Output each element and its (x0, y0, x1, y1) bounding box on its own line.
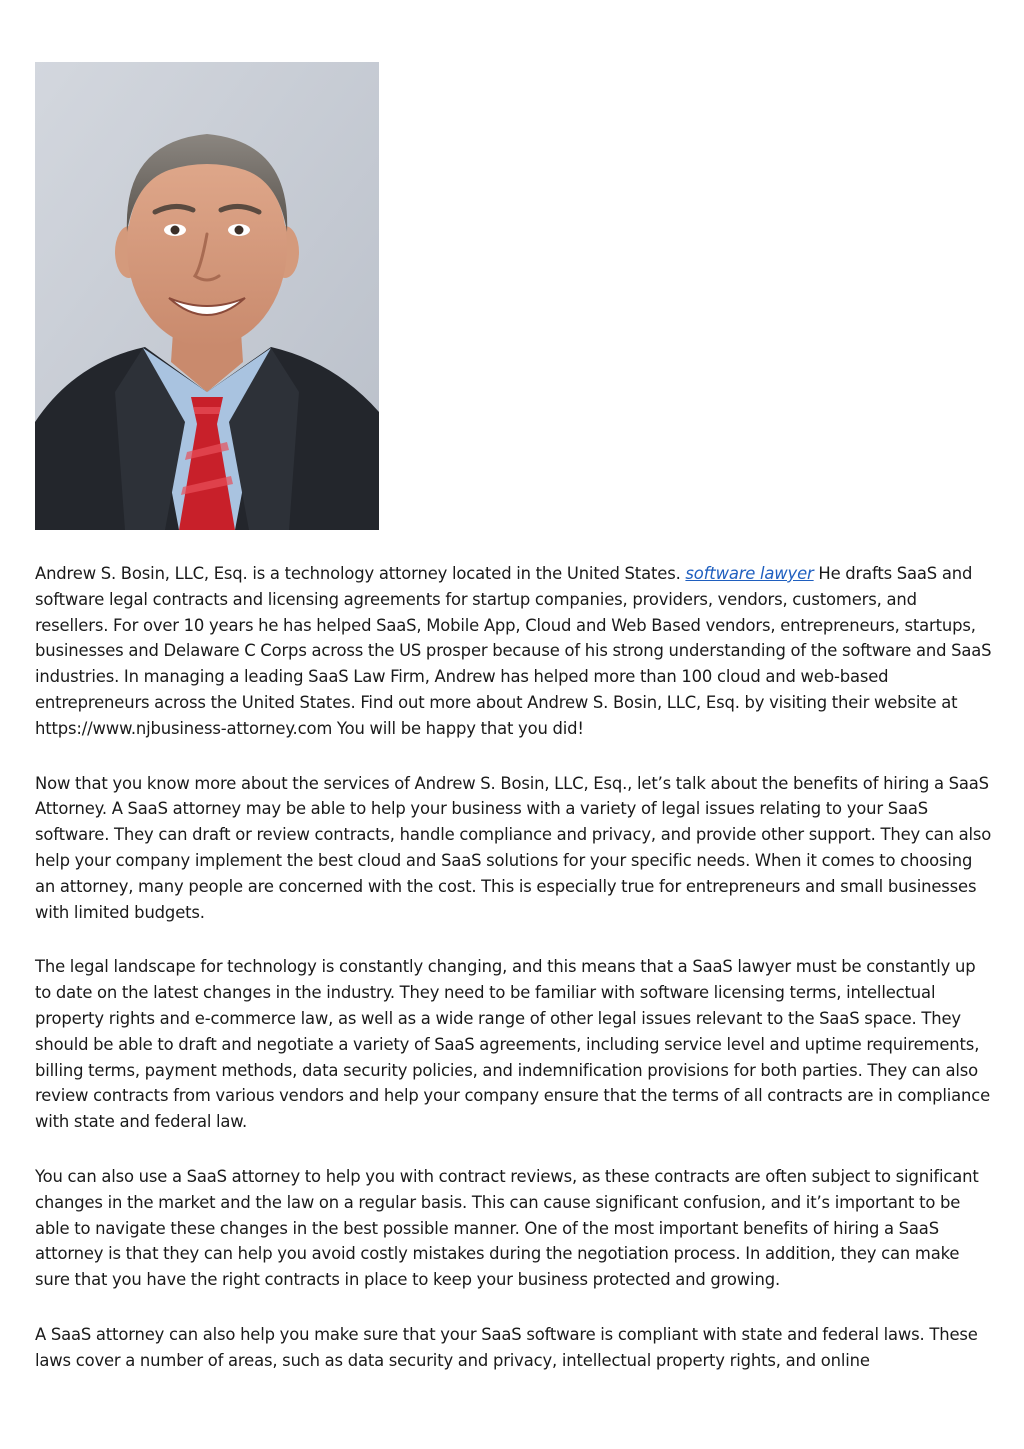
paragraph-compliance: A SaaS attorney can also help you make sure that your SaaS software is compliant with state and federal laws. These laws cover a number of areas, such as data security and privacy, intellectual property rights, and online (35, 1324, 978, 1370)
paragraph-legal-landscape: The legal landscape for technology is constantly changing, and this means that a SaaS lawyer must be constantly up to date on the latest changes in the industry. They need to be familiar with software licensing terms, intellectual property rights and e-commerce law, as well as a wide range of other legal issues relevant to the SaaS space. They should be able to draft and negotiate a variety of SaaS agreements, including service level and uptime requirements, billing terms, payment methods, data security policies, and indemnification provisions for both parties. They can also review contracts from various vendors and help your company ensure that the terms of all contracts are in compliance with state and federal law. (35, 957, 991, 1132)
intro-text-before-link: Andrew S. Bosin, LLC, Esq. is a technology attorney located in the United States. (35, 564, 686, 583)
document-page (35, 62, 993, 1403)
attorney-portrait (35, 62, 379, 530)
software-lawyer-link[interactable]: software lawyer (685, 564, 814, 583)
paragraph-benefits: Now that you know more about the services of Andrew S. Bosin, LLC, Esq., let’s talk about the benefits of hiring a SaaS Attorney. A SaaS attorney may be able to help your business with a variety of legal issues relating to your SaaS software. They can draft or review contracts, handle compliance and privacy, and provide other support. They can also help your company implement the best cloud and SaaS solutions for your specific needs. When it comes to choosing an attorney, many people are concerned with the cost. This is especially true for entrepreneurs and small businesses with limited budgets. (35, 773, 992, 922)
paragraph-intro (35, 561, 993, 742)
article-body (35, 561, 993, 1374)
intro-text-after-link: He drafts SaaS and software legal contracts and licensing agreements for startup companies, providers, vendors, customers, and resellers. For over 10 years he has helped SaaS, Mobile App, Cloud and Web Based vendors, entrepreneurs, startups, businesses and Delaware C Corps across the US prosper because of his strong understanding of the software and SaaS industries. In managing a leading SaaS Law Firm, Andrew has helped more than 100 cloud and web-based entrepreneurs across the United States. Find out more about Andrew S. Bosin, LLC, Esq. by visiting their website at https://www.njbusiness-attorney.com You will be happy that you did! (35, 564, 992, 738)
paragraph-contract-reviews: You can also use a SaaS attorney to help you with contract reviews, as these contracts are often subject to significant changes in the market and the law on a regular basis. This can cause significant confusion, and it’s important to be able to navigate these changes in the best possible manner. One of the most important benefits of hiring a SaaS attorney is that they can help you avoid costly mistakes during the negotiation process. In addition, they can make sure that you have the right contracts in place to keep your business protected and growing. (35, 1166, 979, 1290)
